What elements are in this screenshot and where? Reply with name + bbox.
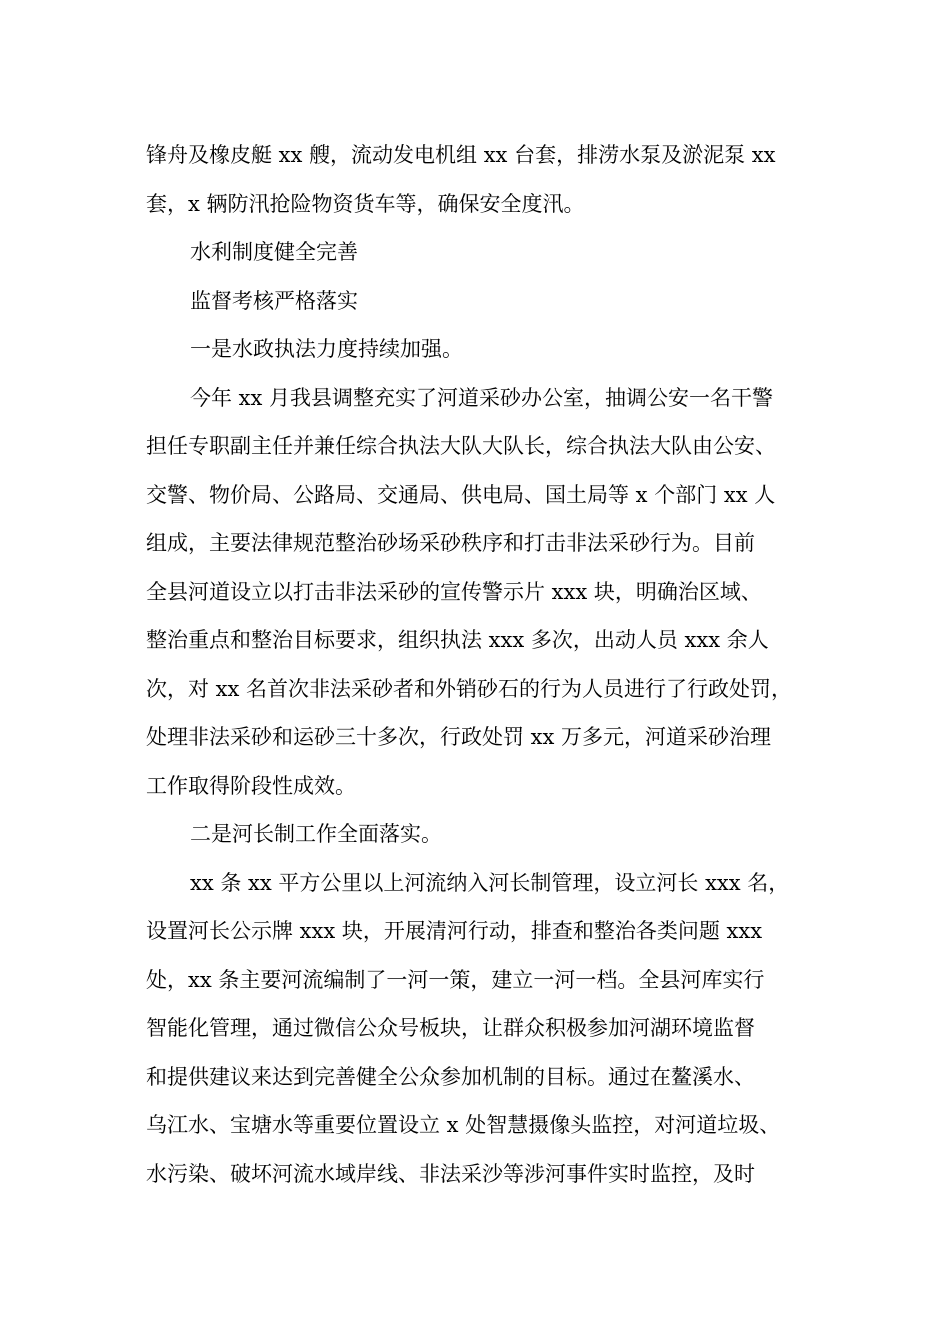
text-line: 工作取得阶段性成效。 xyxy=(146,773,356,798)
text-line: 组成，主要法律规范整治砂场采砂秩序和打击非法采砂行为。目前 xyxy=(146,531,755,555)
text-line: 整治重点和整治目标要求，组织执法 xxx 多次，出动人员 xxx 余人 xyxy=(146,628,769,652)
text-line: 今年 xx 月我县调整充实了河道采砂办公室，抽调公安一名干警 xyxy=(190,385,774,410)
text-line: xx 条 xx 平方公里以上河流纳入河长制管理，设立河长 xxx 名， xyxy=(190,870,790,895)
section-heading: 监督考核严格落实 xyxy=(190,288,358,313)
text-line: 锋舟及橡皮艇 xx 艘，流动发电机组 xx 台套，排涝水泵及淤泥泵 xx xyxy=(146,143,776,167)
text-line: 次，对 xx 名首次非法采砂者和外销砂石的行为人员进行了行政处罚， xyxy=(146,676,793,701)
text-line: 处理非法采砂和运砂三十多次，行政处罚 xx 万多元，河道采砂治理 xyxy=(146,725,772,749)
subsection-heading: 二是河长制工作全面落实。 xyxy=(190,822,442,846)
text-line: 智能化管理，通过微信公众号板块，让群众积极参加河湖环境监督 xyxy=(146,1016,755,1040)
document-body xyxy=(146,131,826,1198)
text-line: 全县河道设立以打击非法采砂的宣传警示片 xxx 块，明确治区域、 xyxy=(146,579,762,604)
text-line: 处，xx 条主要河流编制了一河一策，建立一河一档。全县河库实行 xyxy=(146,967,765,992)
text-line: 担任专职副主任并兼任综合执法大队大队长，综合执法大队由公安、 xyxy=(146,434,776,458)
text-line: 套，x 辆防汛抢险物资货车等，确保安全度汛。 xyxy=(146,191,585,216)
subsection-heading: 一是水政执法力度持续加强。 xyxy=(190,337,463,361)
section-heading: 水利制度健全完善 xyxy=(190,240,358,264)
text-line: 交警、物价局、公路局、交通局、供电局、国土局等 x 个部门 xx 人 xyxy=(146,482,776,507)
text-line: 设置河长公示牌 xxx 块，开展清河行动，排查和整治各类问题 xxx xyxy=(146,919,763,943)
text-line: 和提供建议来达到完善健全公众参加机制的目标。通过在鳌溪水、 xyxy=(146,1064,755,1089)
text-line: 水污染、破坏河流水域岸线、非法采沙等涉河事件实时监控，及时 xyxy=(146,1161,755,1186)
text-line: 乌江水、宝塘水等重要位置设立 x 处智慧摄像头监控，对河道垃圾、 xyxy=(146,1113,781,1137)
